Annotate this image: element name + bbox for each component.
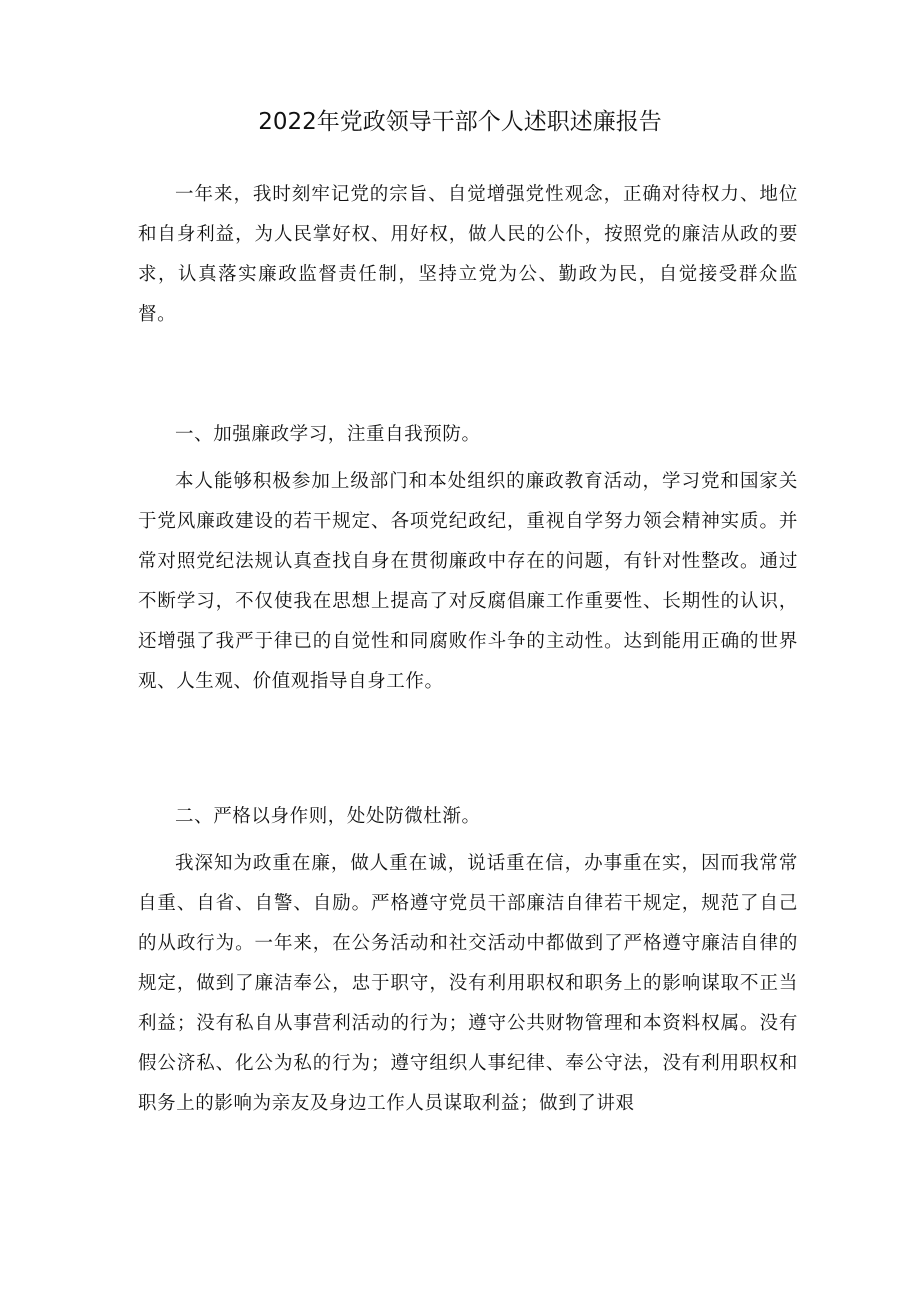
section-heading-1: 一、加强廉政学习，注重自我预防。: [175, 424, 481, 445]
section-heading-2: 二、严格以身作则，处处防微杜渐。: [175, 806, 481, 827]
section-paragraph-2: 我深知为政重在廉，做人重在诚，说话重在信，办事重在实，因而我常常自重、自省、自警、自励。严格遵守党员干部廉洁自律若干规定，规范了自己的从政行为。一年来，在公务活动和社交活动中都做到了严格遵守廉洁自律的规定，做到了廉洁奉公，忠于职守，没有利用职权和职务上的影响谋取不正当利益；没有私自从事营利活动的行为；遵守公共财物管理和本资料权属。没有假公济私、化公为私的行为；遵守组织人事纪律、奉公守法，没有利用职权和职务上的影响为亲友及身边工作人员谋取利益；做到了讲艰: [138, 853, 798, 1114]
section-paragraph-1: 本人能够积极参加上级部门和本处组织的廉政教育活动，学习党和国家关于党风廉政建设的若干规定、各项党纪政纪，重视自学努力领会精神实质。并常对照党纪法规认真查找自身在贯彻廉政中存在的问题，有针对性整改。通过不断学习，不仅使我在思想上提高了对反腐倡廉工作重要性、长期性的认识，还增强了我严于律已的自觉性和同腐败作斗争的主动性。达到能用正确的世界观、人生观、价值观指导自身工作。: [138, 471, 798, 692]
document-title: 2022年党政领导干部个人述职述廉报告: [258, 109, 662, 135]
intro-paragraph: 一年来，我时刻牢记党的宗旨、自觉增强党性观念，正确对待权力、地位和自身利益，为人民掌好权、用好权，做人民的公仆，按照党的廉洁从政的要求，认真落实廉政监督责任制，坚持立党为公、勤政为民，自觉接受群众监督。: [138, 184, 798, 325]
